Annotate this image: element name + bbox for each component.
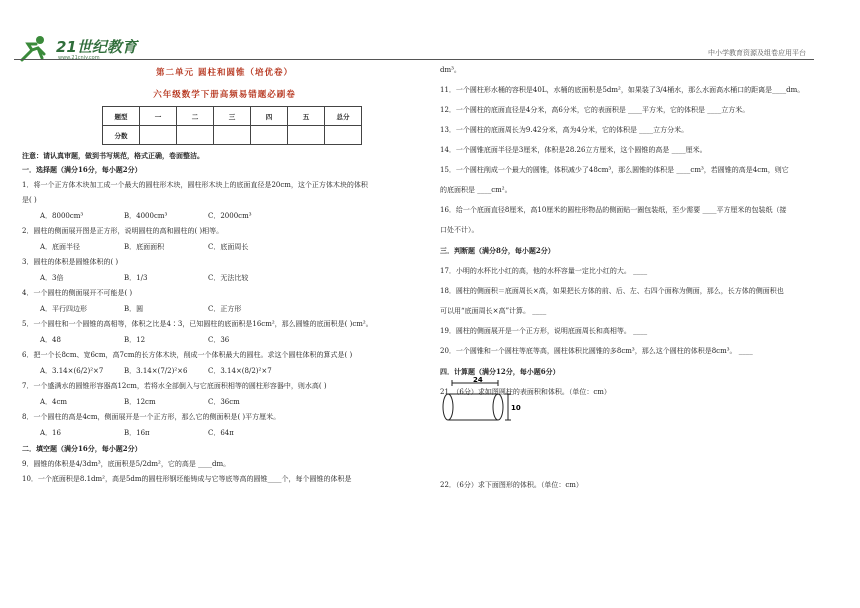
answer-option: A．48 [40,336,61,344]
score-header-cell: 一 [140,107,177,126]
score-cell[interactable] [140,126,177,145]
question-line: 21．（6分）求如图圆柱的表面积和体积。（单位：cm） [440,388,611,396]
question-line: 口处不计）。 [440,226,479,234]
answer-option: A．平行四边形 [40,305,88,313]
answer-options [40,366,427,376]
figure-length-label: 24 [473,376,483,384]
platform-label: 中小学教育资源及组卷应用平台 [708,49,806,57]
score-cell[interactable] [325,126,362,145]
question-line: 4．一个圆柱的侧面展开不可能是( ) [22,289,133,297]
answer-option: A．4cm [40,398,68,406]
score-header-cell: 题型 [103,107,140,126]
score-header-cell: 五 [288,107,325,126]
score-header-cell: 四 [251,107,288,126]
answer-option: A．3.14×(6/2)²×7 [40,367,104,375]
answer-option: A．底面半径 [40,243,81,251]
question-line: 3．圆柱的体积是圆锥体积的( ) [22,258,119,266]
answer-option: C．36cm [208,398,240,406]
score-cell[interactable] [177,126,214,145]
score-cell[interactable] [214,126,251,145]
right-column [440,66,815,408]
notice: 注意：请认真审题，做到书写规范，格式正确，卷面整洁。 [22,151,204,160]
answer-option: B．圆 [124,305,144,313]
score-header-cell: 总分 [325,107,362,126]
logo-url: www.21cnjy.com [58,55,100,61]
score-header-cell: 三 [214,107,251,126]
question-line: 1．将一个正方体木块加工成一个最大的圆柱形木块，圆柱形木块上的底面直径是20cm，这个正方体木块的体积 [22,181,368,189]
cylinder-figure [440,375,525,430]
answer-option: B．12 [124,336,146,344]
question-line: 19．圆柱的侧面展开是一个正方形，说明底面周长和高相等。 ____ [440,327,648,335]
answer-options [40,428,427,438]
answer-options [40,211,427,221]
question-line: 15．一个圆柱削成一个最大的圆锥，体积减少了48cm³，那么圆锥的体积是 ____cm³，若圆锥的高是4cm，则它 [440,166,789,174]
exam-title: 第二单元 圆柱和圆锥（培优卷） [156,68,293,78]
answer-options [40,397,427,407]
question-line: 10．一个底面积是8.1dm²，高是5dm的圆柱形钢坯能铸成与它等底等高的圆锥____个，每个圆锥的体积是 [22,475,352,483]
answer-option: A．3倍 [40,274,64,282]
question-line: 8．一个圆柱的高是4cm，侧面展开是一个正方形，那么它的侧面积是( )平方厘米。 [22,413,281,421]
question-line: dm³。 [440,66,461,74]
score-cell[interactable] [288,126,325,145]
question-line: 的底面积是 ____cm²。 [440,186,512,194]
logo-text: 21世纪教育 [56,38,137,56]
question-line: 12．一个圆柱的底面直径是4分米，高6分米，它的表面积是 ____平方米，它的体积是 ____立方米。 [440,106,750,114]
left-questions [22,165,427,484]
answer-options [40,304,427,314]
answer-option: C．底面周长 [208,243,249,251]
answer-options [40,242,427,252]
answer-option: C．无法比较 [208,274,249,282]
section-heading: 四．计算题（满分12分，每小题6分） [440,367,560,376]
section-heading: 一．选择题（满分16分，每小题2分） [22,165,142,174]
question-line: 18．圆柱的侧面积＝底面周长×高，如果把长方体的前、后、左、右四个面称为侧面，那么，长方体的侧面积也 [440,287,784,295]
question-line: 可以用“底面周长×高”计算。 ____ [440,307,547,315]
question-22: 22．（6分）求下面图形的体积。（单位：cm） [440,481,583,489]
question-line: 11．一个圆柱形水桶的容积是40L，水桶的底面积是5dm²，如果装了3/4桶水，那么水面高水桶口的距离是____dm。 [440,86,805,94]
score-cell[interactable] [251,126,288,145]
answer-option: B．4000cm³ [124,212,168,220]
answer-option: B．16π [124,429,150,437]
right-questions [440,66,815,397]
left-column [22,66,427,490]
answer-option: C．36 [208,336,230,344]
score-table-header-row [103,107,362,126]
section-heading: 二．填空题（满分16分，每小题2分） [22,444,142,453]
question-line: 20．一个圆锥和一个圆柱等底等高，圆柱体积比圆锥的多8cm³，那么这个圆柱的体积是8cm³。 ____ [440,347,753,355]
score-table-row [103,126,362,145]
answer-options [40,335,427,345]
question-line: 5．一个圆柱和一个圆锥的高相等，体积之比是4∶3，已知圆柱的底面积是16cm²，那么圆锥的底面积是( )cm²。 [22,320,373,328]
question-line: 2．圆柱的侧面展开图是正方形，说明圆柱的高和圆柱的( )相等。 [22,227,224,235]
question-line: 6．把一个长8cm、宽6cm，高7cm的长方体木块，削成一个体积最大的圆柱。求这个圆柱体积的算式是( ) [22,351,353,359]
question-line: 13．一个圆柱的底面周长为9.42分米，高为4分米，它的体积是 ____立方分米。 [440,126,689,134]
score-row-label: 分数 [103,126,140,145]
question-line: 7．一个盛满水的圆锥形容器高12cm，若将水全部倒入与它底面积相等的圆柱形容器中，则水高( ) [22,382,327,390]
question-line: 17．小明的水杯比小红的高，他的水杯容量一定比小红的大。 ____ [440,267,648,275]
answer-option: A．16 [40,429,61,437]
section-heading: 三．判断题（满分8分，每小题2分） [440,246,555,255]
answer-option: C．正方形 [208,305,242,313]
answer-option: C．3.14×(8/2)²×7 [208,367,272,375]
figure-diameter-label: 10 [511,404,521,412]
exam-subtitle: 六年级数学下册高频易错题必刷卷 [153,90,296,100]
question-line: 是( ) [22,196,37,204]
answer-option: C．64π [208,429,234,437]
answer-options [40,273,427,283]
answer-option: B．12cm [124,398,156,406]
question-line: 14．一个圆锥底面半径是3厘米，体积是28.26立方厘米，这个圆锥的高是 ____厘米。 [440,146,707,154]
question-line: 9．圆锥的体积是4/3dm³，底面积是5/2dm²，它的高是 ____dm。 [22,460,231,468]
header-divider [14,59,814,60]
answer-option: A．8000cm³ [40,212,84,220]
answer-option: B．1/3 [124,274,148,282]
score-header-cell: 二 [177,107,214,126]
question-line: 16．给一个底面直径8厘米，高10厘米的圆柱形物品的侧面贴一圈包装纸，至少需要 ____平方厘米的包装纸（接 [440,206,787,214]
answer-option: B．底面面积 [124,243,165,251]
answer-option: B．3.14×(7/2)²×6 [124,367,188,375]
score-table [102,106,362,145]
answer-option: C．2000cm³ [208,212,252,220]
